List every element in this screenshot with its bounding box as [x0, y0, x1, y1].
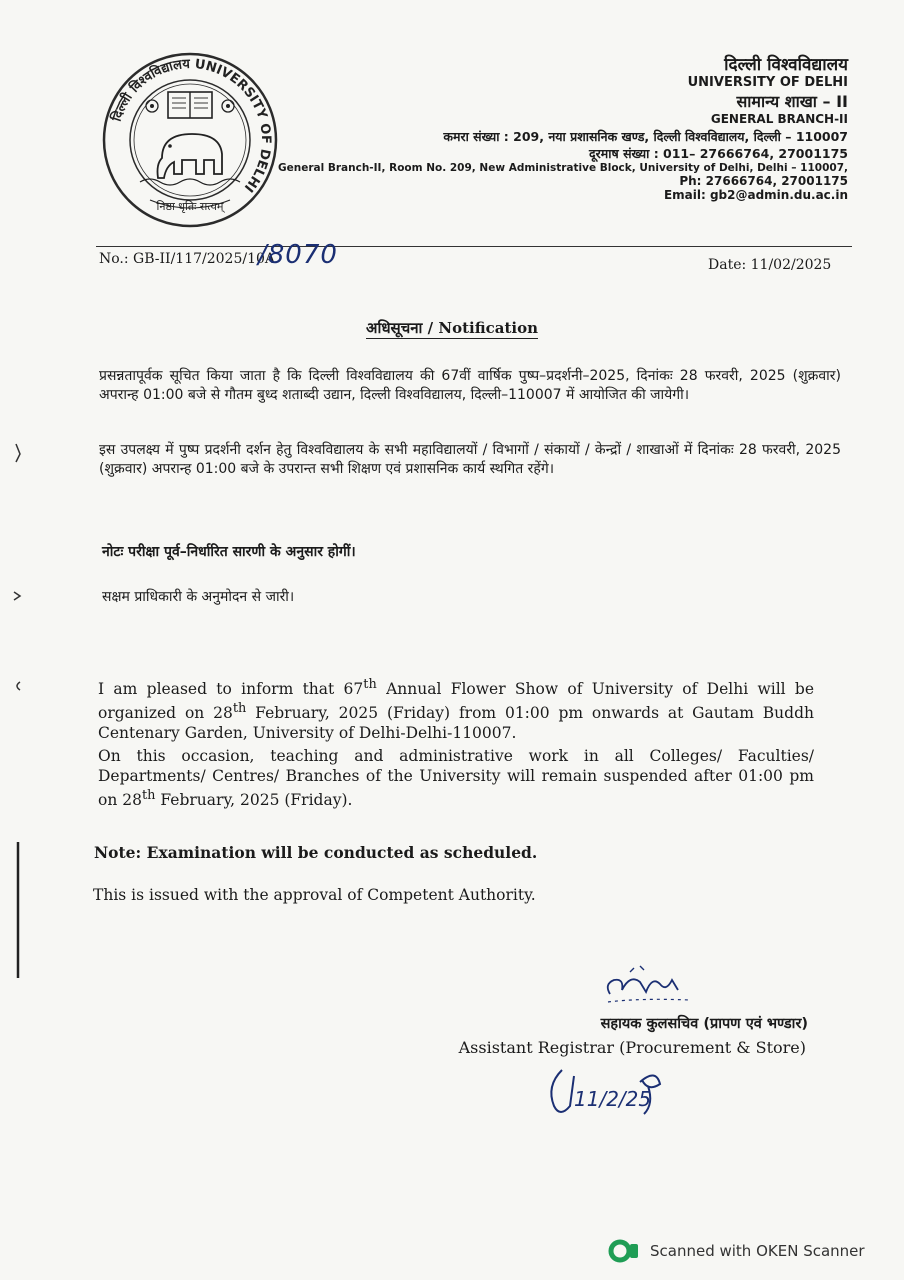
- open-book-icon: [168, 92, 212, 118]
- branch-name-english: GENERAL BRANCH-II: [710, 112, 848, 126]
- handwritten-reference-number: /8070: [258, 240, 338, 270]
- letterhead: [278, 52, 848, 202]
- english-note: Note: Examination will be conducted as scheduled.: [94, 843, 538, 862]
- margin-mark: [12, 588, 22, 604]
- ordinal-suffix: th: [141, 788, 156, 803]
- hindi-note: नोटः परीक्षा पूर्व–निर्धारित सारणी के अनुसार होगीं।: [102, 544, 356, 560]
- english-paragraph-2: [98, 746, 814, 810]
- english-paragraph-1: [98, 675, 814, 743]
- address-hindi: कमरा संख्या : 209, नया प्रशासनिक खण्ड, दिल्ली विश्वविद्यालय, दिल्ली – 110007: [443, 129, 848, 144]
- branch-name-hindi: सामान्य शाखा – II: [736, 92, 848, 111]
- seal-motto: निष्ठा धृतिः सत्यम्: [156, 200, 224, 213]
- phone-hindi: दूरमाष संख्या : 011– 27666764, 27001175: [589, 146, 848, 161]
- issue-date: Date: 11/02/2025: [708, 257, 832, 273]
- phone-english: Ph: 27666764, 27001175: [679, 174, 848, 188]
- signatory-designation-hindi: सहायक कुलसचिव (प्रापण एवं भण्डार): [600, 1016, 808, 1032]
- english-approval: This is issued with the approval of Competent Authority.: [93, 886, 536, 904]
- notification-title-text: अधिसूचना / Notification: [365, 319, 538, 337]
- address-english: General Branch-II, Room No. 209, New Administrative Block, University of Delhi, Delhi – 110007,: [278, 162, 848, 174]
- english-paragraph-1-part-c: February, 2025 (Friday) from 01:00 pm onwards at Gautam Buddh Centenary Garden, University of Delhi-Delhi-110007.: [98, 704, 814, 743]
- university-name-english: UNIVERSITY OF DELHI: [687, 75, 848, 90]
- margin-mark: [12, 440, 22, 470]
- notification-title: [0, 318, 904, 338]
- english-paragraph-2-part-a: On this occasion, teaching and administrative work in all Colleges/ Faculties/ Departments/ Centres/ Branches of the University will remain suspended after 01:00 pm on 28: [98, 747, 814, 810]
- elephant-icon: [158, 134, 223, 178]
- binder-edge-line: [12, 840, 22, 980]
- reference-number: No.: GB-II/117/2025/10A: [99, 251, 275, 267]
- english-paragraph-1-part-a: I am pleased to inform that 67: [98, 680, 364, 699]
- signatory-designation-english: Assistant Registrar (Procurement & Store): [458, 1038, 806, 1057]
- scanner-label: Scanned with OKEN Scanner: [650, 1242, 865, 1260]
- english-paragraph-2-part-b: February, 2025 (Friday).: [155, 791, 353, 810]
- hindi-paragraph-2: इस उपलक्ष्य में पुष्प प्रदर्शनी दर्शन हेतु विश्वविद्यालय के सभी महाविद्यालयों / विभागों / संकायों / केन्द्रों / शाखाओं में दिनांकः 28 फरवरी, 2025 (शुक्रवार) अपरान्ह 01:00 बजे के उपरान्त सभी शिक्षण एवं प्रशासनिक कार्य स्थगित रहेंगे।: [99, 442, 841, 477]
- email-address: Email: gb2@admin.du.ac.in: [663, 188, 848, 202]
- ordinal-suffix: th: [363, 677, 377, 692]
- header-divider: [96, 246, 852, 247]
- signature-scribble: [600, 962, 700, 1008]
- hindi-approval: सक्षम प्राधिकारी के अनुमोदन से जारी।: [102, 589, 295, 605]
- university-name-hindi: दिल्ली विश्वविद्यालय: [724, 55, 848, 75]
- university-seal: [100, 50, 280, 230]
- handwritten-initials: [544, 1062, 684, 1122]
- scanner-watermark: [608, 1238, 865, 1264]
- hindi-paragraph-1: प्रसन्नतापूर्वक सूचित किया जाता है कि दिल्ली विश्वविद्यालय की 67वीं वार्षिक पुष्प–प्रदर्शनी–2025, दिनांकः 28 फरवरी, 2025 (शुक्रवार) अपरान्ह 01:00 बजे से गौतम बुध्द शताब्दी उद्यान, दिल्ली विश्वविद्यालय, दिल्ली–110007 में आयोजित की जायेगी।: [99, 368, 841, 403]
- handwritten-date: 11/2/25: [574, 1087, 652, 1111]
- english-paragraph-1-part-b: Annual Flower Show of University of Delhi will be organized on 28: [98, 680, 815, 723]
- seal-arc-text: दिल्ली विश्वविद्यालय UNIVERSITY OF DELHI: [109, 56, 274, 195]
- ordinal-suffix: th: [232, 701, 247, 717]
- oken-logo-icon: [608, 1239, 642, 1263]
- margin-mark: [12, 678, 22, 694]
